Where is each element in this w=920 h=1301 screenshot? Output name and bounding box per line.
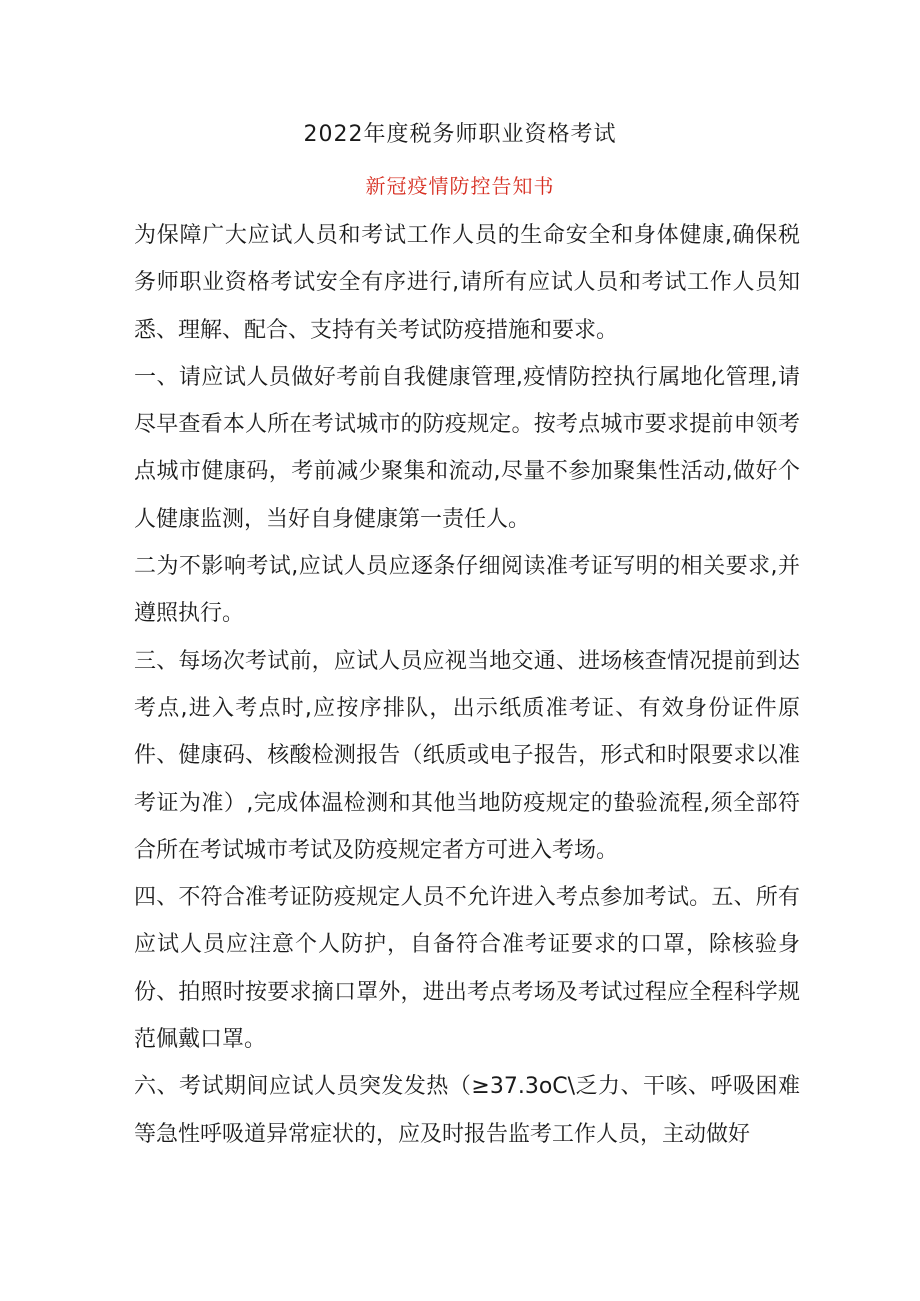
document-title: 2022年度税务师职业资格考试: [303, 122, 617, 147]
document-body: [134, 212, 800, 1158]
paragraph-item-2: 二为不影响考试,应试人员应逐条仔细阅读准考证写明的相关要求,并遵照执行。: [134, 554, 800, 627]
paragraph-item-1: 一、请应试人员做好考前自我健康管理,疫情防控执行属地化管理,请尽早查看本人所在考试城市的防疫规定。按考点城市要求提前申领考点城市健康码，考前减少聚集和流动,尽量不参加聚集性活动,做好个人健康监测，当好自身健康第一责任人。: [134, 364, 800, 532]
paragraph-intro: 为保障广大应试人员和考试工作人员的生命安全和身体健康,确保税务师职业资格考试安全有序进行,请所有应试人员和考试工作人员知悉、理解、配合、支持有关考试防疫措施和要求。: [134, 223, 800, 343]
document-subtitle: 新冠疫情防控告知书: [365, 174, 555, 198]
paragraph-item-6: 六、考试期间应试人员突发发热（≥37.3oC\乏力、干咳、呼吸困难等急性呼吸道异常症状的，应及时报告监考工作人员，主动做好: [134, 1074, 800, 1147]
paragraph-item-4-5: 四、不符合准考证防疫规定人员不允许进入考点参加考试。五、所有应试人员应注意个人防护，自备符合准考证要求的口罩，除核验身份、拍照时按要求摘口罩外，进出考点考场及考试过程应全程科学规范佩戴口罩。: [134, 885, 800, 1053]
paragraph-item-3: 三、每场次考试前，应试人员应视当地交通、进场核查情况提前到达考点,进入考点时,应按序排队，出示纸质准考证、有效身份证件原件、健康码、核酸检测报告（纸质或电子报告，形式和时限要求以准考证为准）,完成体温检测和其他当地防疫规定的蛰验流程,须全部符合所在考试城市考试及防疫规定者方可进入考场。: [134, 648, 800, 863]
